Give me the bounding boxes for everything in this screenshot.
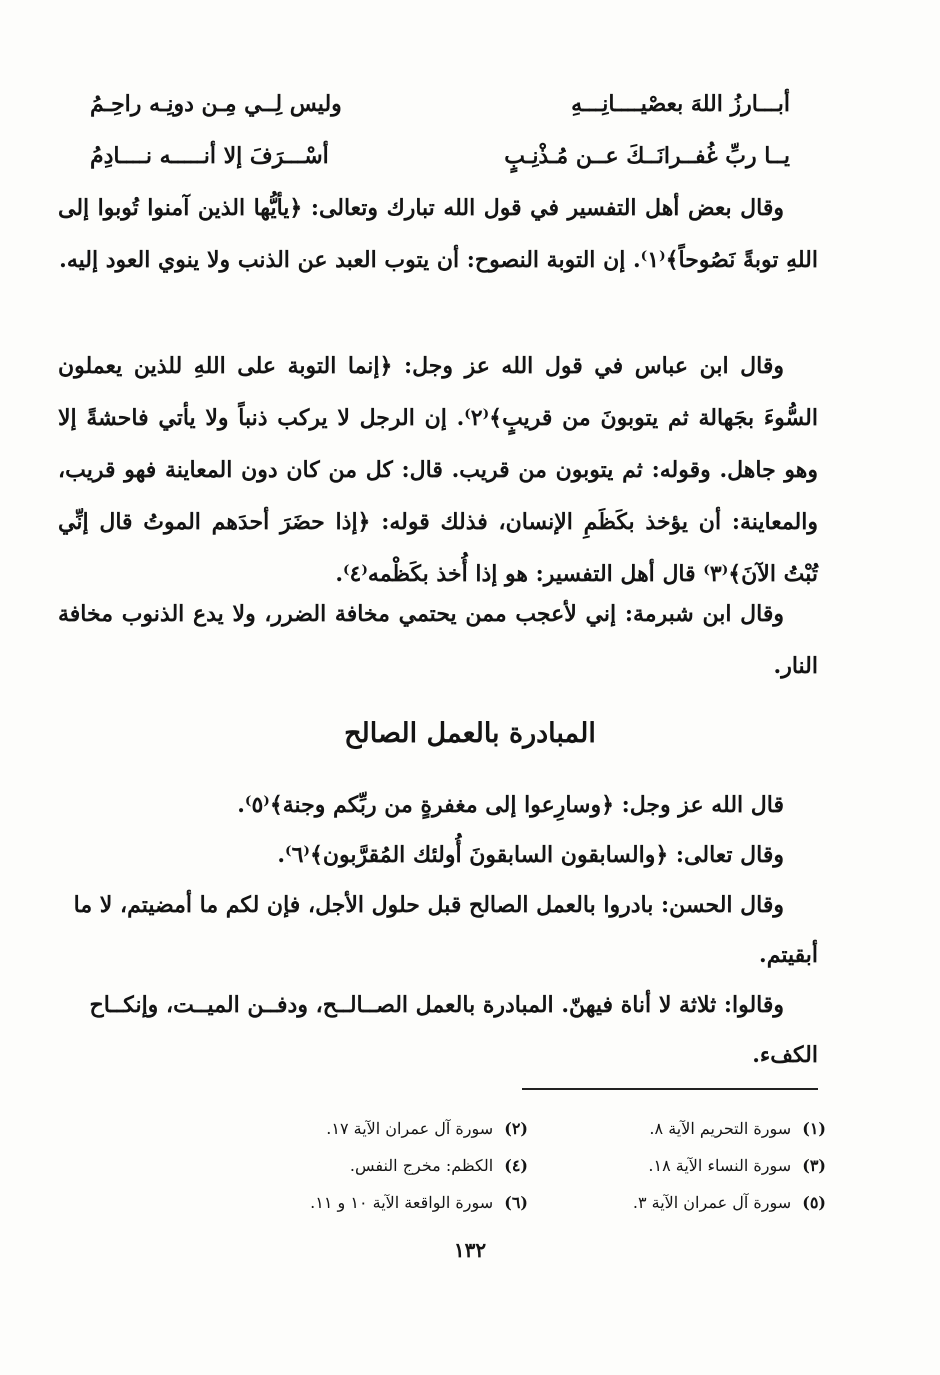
section-body [58, 780, 818, 1080]
paragraph-text: وقال ابن شبرمة: إني لأعجب ممن يحتمي مخافة الضرر، ولا يدع الذنوب مخافة النار. [58, 601, 818, 679]
paragraph-ibn-shubruma [58, 588, 818, 692]
section-line-2: وقال تعالى: ﴿والسابقون السابقونَ أُولئك المُقرَّبون﴾⁽٦⁾. [277, 842, 784, 868]
poem-line-1-first-hemistich: أبـــارزُ اللهَ بعصْيــــانِـــهِ [571, 91, 790, 117]
poem-line-2 [90, 130, 790, 182]
poem-line-2-first-hemistich: يــا ربِّ غُفــرانَــكَ عــن مُـذْنِـبٍ [504, 143, 790, 169]
footnote-text: سورة آل عمران الآية ١٧. [326, 1119, 494, 1138]
footnote-number: (٥) [802, 1193, 826, 1212]
footnote-number: (١) [802, 1119, 826, 1138]
paragraph-tafsir [58, 182, 818, 286]
footnote-divider [522, 1088, 818, 1090]
footnote-row [230, 1184, 826, 1221]
section-line-4: وقالوا: ثلاثة لا أناة فيهنّ. المبادرة بالعمل الصــالــح، ودفــن الميــت، وإنكــاح الكفء. [89, 992, 818, 1068]
footnote-row [230, 1147, 826, 1184]
poem-line-1 [90, 78, 790, 130]
footnote-text: الكظم: مخرج النفس. [349, 1156, 494, 1175]
footnote-number: (٢) [504, 1119, 528, 1138]
footnote-number: (٤) [504, 1156, 528, 1175]
page-number: ١٣٢ [453, 1238, 487, 1262]
paragraph-ibn-abbas [58, 340, 818, 600]
footnote-text: سورة النساء الآية ١٨. [648, 1156, 792, 1175]
footnote-6 [230, 1193, 528, 1212]
footnote-3 [528, 1156, 826, 1175]
footnote-number: (٦) [504, 1193, 528, 1212]
footnote-4 [230, 1156, 528, 1175]
footnote-2 [230, 1119, 528, 1138]
paragraph-text: وقال ابن عباس في قول الله عز وجل: ﴿إنما التوبة على اللهِ للذين يعملون السُّوءَ بجَهالة ثم يتوبونَ من قريبٍ﴾⁽٢⁾. إن الرجل لا يركب ذنباً ولا يأتي فاحشةً إلا وهو جاهل. وقوله: ثم يتوبون من قريب. قال: كل من كان دون المعاينة فهو قريب، والمعاينة: أن يؤخذ بكَظَمِ الإنسان، فذلك قوله: ﴿إذا حضَرَ أحدَهم الموتُ قال إنِّي تُبْتُ الآنَ﴾⁽٣⁾ قال أهل التفسير: هو إذا أُخذ بكَظْمه⁽٤⁾. [58, 353, 818, 587]
section-line-1: قال الله عز وجل: ﴿وسارِعوا إلى مغفرةٍ من ربِّكم وجنة﴾⁽٥⁾. [237, 792, 784, 818]
footnote-1 [528, 1119, 826, 1138]
section-line-3: وقال الحسن: بادروا بالعمل الصالح قبل حلول الأجل، فإن لكم ما أمضيتم، لا ما أبقيتم. [73, 892, 818, 968]
footnote-row [230, 1110, 826, 1147]
footnotes [230, 1110, 826, 1221]
poem-verses [90, 78, 790, 182]
paragraph-text: وقال بعض أهل التفسير في قول الله تبارك وتعالى: ﴿يأيُّها الذين آمنوا تُوبوا إلى اللهِ توبةً نَصُوحاً﴾⁽١⁾. إن التوبة النصوح: أن يتوب العبد عن الذنب ولا ينوي العود إليه. [58, 195, 818, 273]
poem-line-1-second-hemistich: وليس لِــي مِـن دونِـه راحِـمُ [90, 91, 342, 117]
section-title: المبادرة بالعمل الصالح [344, 718, 596, 749]
poem-line-2-second-hemistich: أسْـــرَفَ إلا أنـــــه نــــادِمُ [90, 143, 329, 169]
footnote-text: سورة التحريم الآية ٨. [649, 1119, 792, 1138]
footnote-text: سورة الواقعة الآية ١٠ و ١١. [310, 1193, 494, 1212]
footnote-5 [528, 1193, 826, 1212]
footnote-text: سورة آل عمران الآية ٣. [632, 1193, 792, 1212]
footnote-number: (٣) [802, 1156, 826, 1175]
